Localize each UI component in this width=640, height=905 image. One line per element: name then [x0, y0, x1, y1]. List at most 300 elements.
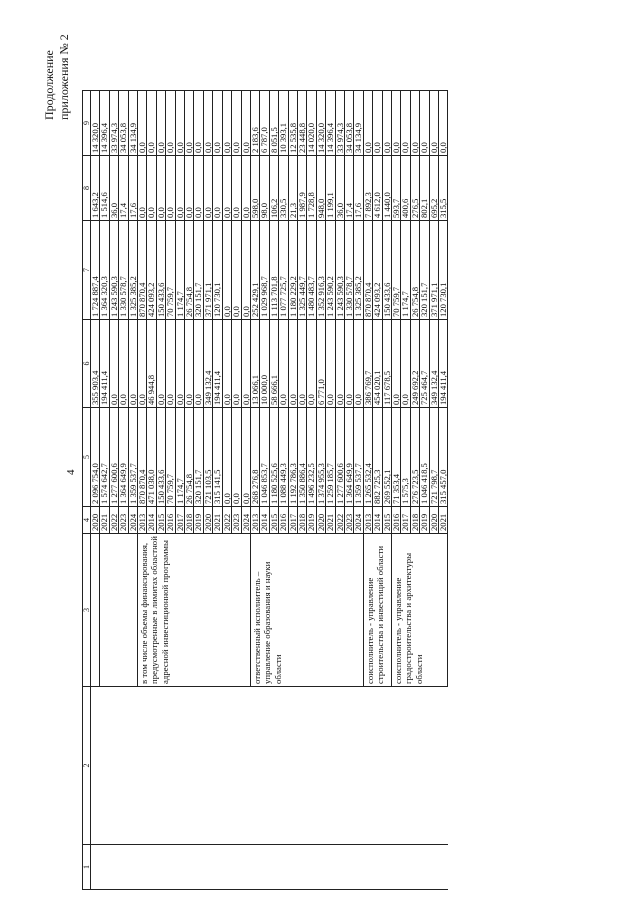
- value-cell: 0,0: [241, 91, 250, 156]
- value-cell: 1 352 916,3: [316, 221, 325, 320]
- value-cell: 0,0: [222, 408, 231, 507]
- value-cell: 34 053,8: [119, 91, 128, 156]
- value-cell: 870 870,4: [138, 221, 147, 320]
- value-cell: 0,0: [222, 320, 231, 408]
- value-cell: 1 243 590,2: [326, 221, 335, 320]
- value-cell: 1 575,3: [401, 408, 410, 507]
- value-cell: 1 330 578,7: [119, 221, 128, 320]
- value-cell: 14 320,0: [91, 91, 100, 156]
- value-cell: 150 433,6: [382, 221, 391, 320]
- year-cell: 2020: [429, 507, 438, 534]
- col1-cell: [128, 845, 137, 890]
- col1-cell: [213, 845, 222, 890]
- value-cell: 14 396,4: [100, 91, 109, 156]
- year-cell: 2024: [354, 507, 363, 534]
- value-cell: 0,0: [185, 156, 194, 221]
- col1-cell: [232, 845, 241, 890]
- col2-cell: [288, 687, 297, 845]
- value-cell: 0,0: [392, 91, 401, 156]
- value-cell: 0,0: [373, 91, 382, 156]
- col2-cell: [100, 687, 109, 845]
- col2-cell: [439, 687, 448, 845]
- year-cell: 2015: [156, 507, 165, 534]
- header-cell: 4: [83, 507, 91, 534]
- value-cell: 0,0: [194, 91, 203, 156]
- col1-cell: [91, 845, 100, 890]
- value-cell: 0,0: [326, 320, 335, 408]
- col1-cell: [185, 845, 194, 890]
- value-cell: 0,0: [392, 320, 401, 408]
- year-cell: 2024: [128, 507, 137, 534]
- label-co2: соисполнитель - управление градостроительства и архитектуры области: [392, 534, 448, 687]
- col2-cell: [119, 687, 128, 845]
- col2-cell: [335, 687, 344, 845]
- col1-cell: [373, 845, 382, 890]
- table-row: [213, 91, 222, 890]
- value-cell: 0,0: [138, 91, 147, 156]
- value-cell: 276 723,5: [410, 408, 419, 507]
- year-cell: 2014: [260, 507, 269, 534]
- value-cell: 0,0: [363, 91, 372, 156]
- value-cell: 17,4: [344, 156, 353, 221]
- value-cell: 33 974,3: [109, 91, 118, 156]
- value-cell: 802,1: [420, 156, 429, 221]
- year-cell: 2017: [175, 507, 184, 534]
- value-cell: 0,0: [439, 91, 448, 156]
- year-cell: 2024: [241, 507, 250, 534]
- value-cell: 400,6: [401, 156, 410, 221]
- col2-cell: [260, 687, 269, 845]
- value-cell: 1 192 786,3: [288, 408, 297, 507]
- value-cell: 26 754,8: [185, 221, 194, 320]
- value-cell: 276,5: [410, 156, 419, 221]
- table-row: [147, 91, 156, 890]
- value-cell: 150 433,6: [156, 408, 165, 507]
- col2-cell: [382, 687, 391, 845]
- value-cell: 14 020,0: [307, 91, 316, 156]
- col1-cell: [288, 845, 297, 890]
- year-cell: 2016: [392, 507, 401, 534]
- col1-cell: [109, 845, 118, 890]
- value-cell: 70 759,7: [392, 221, 401, 320]
- year-cell: 2014: [373, 507, 382, 534]
- value-cell: 1 088 449,3: [279, 408, 288, 507]
- table-row: [401, 91, 410, 890]
- value-cell: 371 971,1: [429, 221, 438, 320]
- col1-cell: [166, 845, 175, 890]
- value-cell: 1 174,7: [401, 221, 410, 320]
- value-cell: 34 053,8: [344, 91, 353, 156]
- value-cell: 0,0: [288, 320, 297, 408]
- col2-cell: [354, 687, 363, 845]
- value-cell: 194 411,4: [439, 320, 448, 408]
- year-cell: 2017: [401, 507, 410, 534]
- value-cell: 70 759,7: [166, 408, 175, 507]
- value-cell: 882 725,3: [373, 408, 382, 507]
- col3-cell: [91, 534, 100, 687]
- value-cell: 0,0: [279, 320, 288, 408]
- value-cell: 0,0: [232, 156, 241, 221]
- year-cell: 2022: [335, 507, 344, 534]
- value-cell: 0,0: [185, 320, 194, 408]
- value-cell: 0,0: [203, 91, 212, 156]
- value-cell: 0,0: [128, 320, 137, 408]
- value-cell: 721 798,7: [429, 408, 438, 507]
- value-cell: 17,6: [354, 156, 363, 221]
- value-cell: 249 692,2: [410, 320, 419, 408]
- value-cell: 2 183,6: [250, 91, 259, 156]
- value-cell: 1 174,7: [175, 221, 184, 320]
- value-cell: 1 243 590,3: [335, 221, 344, 320]
- col1-cell: [138, 845, 147, 890]
- col2-cell: [91, 687, 100, 845]
- value-cell: 598,0: [250, 156, 259, 221]
- value-cell: 23 448,8: [297, 91, 306, 156]
- table-row: [279, 91, 288, 890]
- value-cell: 320 151,7: [194, 221, 203, 320]
- col1-cell: [382, 845, 391, 890]
- value-cell: 0,0: [213, 156, 222, 221]
- value-cell: 21,3: [288, 156, 297, 221]
- value-cell: 0,0: [429, 91, 438, 156]
- col2-cell: [250, 687, 259, 845]
- label-co1: соисполнитель - управление строительства и инвестиций области: [363, 534, 391, 687]
- value-cell: 0,0: [119, 320, 128, 408]
- value-cell: 315 457,0: [439, 408, 448, 507]
- year-cell: 2018: [410, 507, 419, 534]
- value-cell: 14 320,0: [316, 91, 325, 156]
- year-cell: 2013: [250, 507, 259, 534]
- value-cell: 0,0: [222, 156, 231, 221]
- value-cell: 1 364 649,9: [119, 408, 128, 507]
- value-cell: 194 411,4: [213, 320, 222, 408]
- col2-cell: [203, 687, 212, 845]
- year-cell: 2020: [203, 507, 212, 534]
- value-cell: 0,0: [175, 320, 184, 408]
- header-cell: 7: [83, 221, 91, 320]
- value-cell: 0,0: [232, 320, 241, 408]
- value-cell: 0,0: [382, 91, 391, 156]
- value-cell: 120 730,1: [213, 221, 222, 320]
- value-cell: 0,0: [241, 156, 250, 221]
- header-cell: 8: [83, 156, 91, 221]
- value-cell: 0,0: [410, 91, 419, 156]
- col3-cell: [109, 534, 118, 687]
- value-cell: 1 643,2: [91, 156, 100, 221]
- col2-cell: [175, 687, 184, 845]
- value-cell: 1 440,0: [382, 156, 391, 221]
- table-row: [232, 91, 241, 890]
- header-cell: 1: [83, 845, 91, 890]
- col1-cell: [363, 845, 372, 890]
- year-cell: 2018: [297, 507, 306, 534]
- value-cell: 0,0: [401, 320, 410, 408]
- year-cell: 2021: [100, 507, 109, 534]
- col2-cell: [166, 687, 175, 845]
- value-cell: 721 103,5: [203, 408, 212, 507]
- col1-cell: [316, 845, 325, 890]
- value-cell: 1 728,8: [307, 156, 316, 221]
- value-cell: 315 141,5: [213, 408, 222, 507]
- value-cell: 0,0: [194, 320, 203, 408]
- value-cell: 0,0: [147, 156, 156, 221]
- value-cell: 371 971,1: [203, 221, 212, 320]
- value-cell: 0,0: [222, 91, 231, 156]
- value-cell: 0,0: [335, 320, 344, 408]
- value-cell: 1 029 968,7: [260, 221, 269, 320]
- col1-cell: [344, 845, 353, 890]
- value-cell: 948,0: [316, 156, 325, 221]
- value-cell: 0,0: [344, 320, 353, 408]
- table-row: [326, 91, 335, 890]
- value-cell: 0,0: [307, 320, 316, 408]
- col1-cell: [147, 845, 156, 890]
- value-cell: 71 353,4: [392, 408, 401, 507]
- value-cell: 0,0: [138, 156, 147, 221]
- value-cell: 34 134,9: [354, 91, 363, 156]
- value-cell: 150 433,6: [156, 221, 165, 320]
- value-cell: 2 096 754,0: [91, 408, 100, 507]
- col1-cell: [194, 845, 203, 890]
- col2-cell: [128, 687, 137, 845]
- value-cell: 0,0: [232, 91, 241, 156]
- col2-cell: [373, 687, 382, 845]
- value-cell: 33 974,3: [335, 91, 344, 156]
- value-cell: 1 180 229,2: [288, 221, 297, 320]
- label-incl: в том числе объемы финансирования, предусмотренные в лимитах областной адресной инвестиционной программы: [138, 534, 251, 687]
- col2-cell: [269, 687, 278, 845]
- value-cell: 0,0: [175, 156, 184, 221]
- header-cell: 2: [83, 687, 91, 845]
- value-cell: 0,0: [185, 91, 194, 156]
- value-cell: 0,0: [109, 320, 118, 408]
- value-cell: 58 666,1: [269, 320, 278, 408]
- value-cell: 1 359 537,7: [354, 408, 363, 507]
- table-row: [373, 91, 382, 890]
- value-cell: 1 077 725,7: [279, 221, 288, 320]
- year-cell: 2020: [316, 507, 325, 534]
- value-cell: 1 113 701,8: [269, 221, 278, 320]
- value-cell: 0,0: [297, 320, 306, 408]
- value-cell: 0,0: [156, 156, 165, 221]
- col2-cell: [307, 687, 316, 845]
- year-cell: 2019: [307, 507, 316, 534]
- value-cell: 320 151,7: [420, 221, 429, 320]
- year-cell: 2013: [138, 507, 147, 534]
- table-row: [354, 91, 363, 890]
- col1-cell: [260, 845, 269, 890]
- col3-cell: [100, 534, 109, 687]
- year-cell: 2016: [166, 507, 175, 534]
- col2-cell: [316, 687, 325, 845]
- value-cell: 386 769,7: [363, 320, 372, 408]
- value-cell: 1 480 483,7: [307, 221, 316, 320]
- value-cell: 0,0: [156, 91, 165, 156]
- value-cell: 0,0: [166, 156, 175, 221]
- value-cell: 98,0: [260, 156, 269, 221]
- value-cell: 0,0: [241, 320, 250, 408]
- value-cell: 0,0: [232, 221, 241, 320]
- value-cell: 0,0: [232, 408, 241, 507]
- value-cell: 17,4: [119, 156, 128, 221]
- col1-cell: [203, 845, 212, 890]
- value-cell: 36,0: [109, 156, 118, 221]
- value-cell: 1 330 578,7: [344, 221, 353, 320]
- value-cell: 870 870,4: [363, 221, 372, 320]
- value-cell: 120 730,1: [439, 221, 448, 320]
- value-cell: 1 359 537,7: [128, 408, 137, 507]
- value-cell: 0,0: [213, 91, 222, 156]
- col1-cell: [175, 845, 184, 890]
- value-cell: 454 020,1: [373, 320, 382, 408]
- value-cell: 0,0: [147, 91, 156, 156]
- value-cell: 252 429,1: [250, 221, 259, 320]
- col2-cell: [297, 687, 306, 845]
- year-cell: 2016: [279, 507, 288, 534]
- value-cell: 0,0: [222, 221, 231, 320]
- value-cell: 1 265 532,4: [363, 408, 372, 507]
- value-cell: 0,0: [420, 91, 429, 156]
- value-cell: 593,7: [392, 156, 401, 221]
- value-cell: 424 093,2: [147, 221, 156, 320]
- col2-cell: [222, 687, 231, 845]
- col2-cell: [185, 687, 194, 845]
- year-cell: 2014: [147, 507, 156, 534]
- value-cell: 1 277 600,6: [335, 408, 344, 507]
- year-cell: 2015: [269, 507, 278, 534]
- year-cell: 2021: [439, 507, 448, 534]
- col1-cell: [100, 845, 109, 890]
- col3-cell: [128, 534, 137, 687]
- value-cell: 320 151,7: [194, 408, 203, 507]
- col2-cell: [363, 687, 372, 845]
- year-cell: 2019: [420, 507, 429, 534]
- value-cell: 36,0: [335, 156, 344, 221]
- year-cell: 2023: [232, 507, 241, 534]
- col2-cell: [392, 687, 401, 845]
- value-cell: 17,6: [128, 156, 137, 221]
- value-cell: 0,0: [401, 91, 410, 156]
- col2-cell: [401, 687, 410, 845]
- year-cell: 2021: [326, 507, 335, 534]
- value-cell: 14 396,4: [326, 91, 335, 156]
- value-cell: 1 514,6: [100, 156, 109, 221]
- value-cell: 268 276,8: [250, 408, 259, 507]
- value-cell: 26 754,8: [410, 221, 419, 320]
- header-cell: 5: [83, 408, 91, 507]
- value-cell: 0,0: [203, 156, 212, 221]
- table-row: [307, 91, 316, 890]
- value-cell: 13 066,1: [250, 320, 259, 408]
- value-cell: 269 552,1: [382, 408, 391, 507]
- value-cell: 1 987,9: [297, 156, 306, 221]
- value-cell: 1 364 649,9: [344, 408, 353, 507]
- col2-cell: [194, 687, 203, 845]
- value-cell: 870 870,4: [138, 408, 147, 507]
- value-cell: 725 464,7: [420, 320, 429, 408]
- value-cell: 695,2: [429, 156, 438, 221]
- value-cell: 424 093,2: [373, 221, 382, 320]
- value-cell: 26 754,8: [185, 408, 194, 507]
- col2-cell: [213, 687, 222, 845]
- year-cell: 2015: [382, 507, 391, 534]
- value-cell: 1 046 418,5: [420, 408, 429, 507]
- value-cell: 1 374 955,3: [316, 408, 325, 507]
- value-cell: 0,0: [241, 408, 250, 507]
- col1-cell: [156, 845, 165, 890]
- col1-cell: [297, 845, 306, 890]
- value-cell: 471 038,0: [147, 408, 156, 507]
- continuation-caption: Продолжение приложения № 2: [42, 34, 71, 120]
- value-cell: 1 199,1: [326, 156, 335, 221]
- col1-cell: [392, 845, 401, 890]
- year-cell: 2022: [222, 507, 231, 534]
- col2-cell: [147, 687, 156, 845]
- value-cell: 6 787,0: [260, 91, 269, 156]
- value-cell: 117 678,5: [382, 320, 391, 408]
- value-cell: 106,2: [269, 156, 278, 221]
- col1-cell: [307, 845, 316, 890]
- col2-cell: [138, 687, 147, 845]
- value-cell: 1 046 853,7: [260, 408, 269, 507]
- table-row: [420, 91, 429, 890]
- value-cell: 70 759,7: [166, 221, 175, 320]
- value-cell: 0,0: [354, 320, 363, 408]
- col1-cell: [326, 845, 335, 890]
- col1-cell: [241, 845, 250, 890]
- col2-cell: [109, 687, 118, 845]
- budget-table: [82, 90, 448, 890]
- value-cell: 0,0: [241, 221, 250, 320]
- value-cell: 1 724 887,4: [91, 221, 100, 320]
- value-cell: 1 180 525,6: [269, 408, 278, 507]
- value-cell: 349 132,4: [203, 320, 212, 408]
- value-cell: 34 134,9: [128, 91, 137, 156]
- page-number: 4: [65, 469, 77, 475]
- table-row: [166, 91, 175, 890]
- value-cell: 1 277 600,6: [109, 408, 118, 507]
- year-cell: 2020: [91, 507, 100, 534]
- col1-cell: [335, 845, 344, 890]
- col1-cell: [279, 845, 288, 890]
- col3-cell: [119, 534, 128, 687]
- value-cell: 0,0: [156, 320, 165, 408]
- header-cell: 6: [83, 320, 91, 408]
- col2-cell: [429, 687, 438, 845]
- header-cell: 9: [83, 91, 91, 156]
- col1-cell: [420, 845, 429, 890]
- value-cell: 1 174,7: [175, 408, 184, 507]
- value-cell: 1 496 232,5: [307, 408, 316, 507]
- col2-cell: [279, 687, 288, 845]
- year-cell: 2017: [288, 507, 297, 534]
- value-cell: 0,0: [194, 156, 203, 221]
- value-cell: 10 000,0: [260, 320, 269, 408]
- col2-cell: [344, 687, 353, 845]
- col1-cell: [429, 845, 438, 890]
- col2-cell: [156, 687, 165, 845]
- value-cell: 1 574 642,7: [100, 408, 109, 507]
- value-cell: 349 132,4: [429, 320, 438, 408]
- value-cell: 1 364 320,3: [100, 221, 109, 320]
- col2-cell: [241, 687, 250, 845]
- table-row: [119, 91, 128, 890]
- year-cell: 2018: [185, 507, 194, 534]
- value-cell: 1 350 886,4: [297, 408, 306, 507]
- col1-cell: [410, 845, 419, 890]
- col1-cell: [119, 845, 128, 890]
- table-row: [241, 91, 250, 890]
